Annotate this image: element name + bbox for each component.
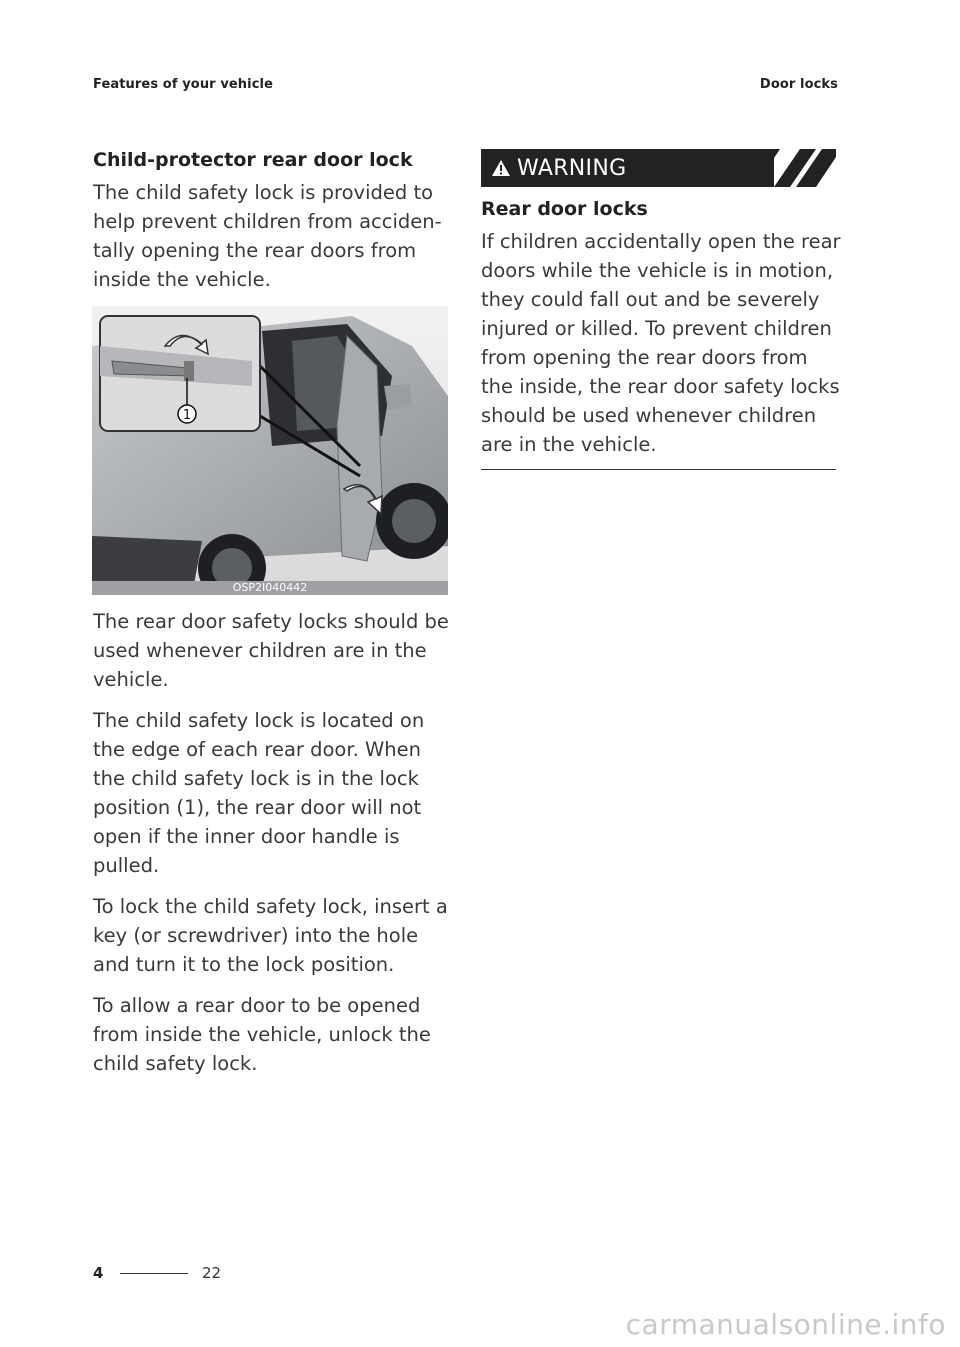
paragraph-unlock [93, 991, 451, 1078]
text-line: pulled. [93, 854, 160, 877]
text-line: the child safety lock is in the lock [93, 767, 419, 790]
text-line: The child safety lock is located on [93, 709, 425, 732]
warning-stripes-icon [774, 149, 836, 187]
intro-paragraph [93, 178, 451, 294]
text-line: To allow a rear door to be opened [93, 994, 421, 1017]
text-line: the edge of each rear door. When [93, 738, 421, 761]
text-line: The child safety lock is provided to [93, 181, 434, 204]
left-column [93, 146, 451, 1090]
text-line: should be used whenever children [481, 404, 817, 427]
chapter-number: 4 [93, 1264, 104, 1282]
page-footer [93, 1264, 221, 1282]
text-line: vehicle. [93, 668, 169, 691]
text-line: are in the vehicle. [481, 433, 657, 456]
warning-triangle-icon [481, 159, 521, 177]
running-header-section: Features of your vehicle [93, 77, 273, 92]
text-line: If children accidentally open the rear [481, 230, 841, 253]
text-line: from inside the vehicle, unlock the [93, 1023, 431, 1046]
text-line: child safety lock. [93, 1052, 258, 1075]
figure-code: OSP2I040442 [92, 581, 448, 595]
warning-title: Rear door locks [481, 198, 648, 220]
warning-label: WARNING [517, 155, 627, 181]
paragraph-usage [93, 607, 451, 694]
text-line: used whenever children are in the [93, 639, 427, 662]
text-line: injured or killed. To prevent children [481, 317, 832, 340]
text-line: doors while the vehicle is in motion, [481, 259, 834, 282]
page-number: 22 [202, 1264, 222, 1282]
text-line: they could fall out and be severely [481, 288, 820, 311]
text-line: from opening the rear doors from [481, 346, 808, 369]
text-line: To lock the child safety lock, insert a [93, 895, 448, 918]
running-header-topic: Door locks [759, 77, 838, 92]
child-lock-illustration [92, 306, 448, 595]
text-line: inside the vehicle. [93, 268, 271, 291]
text-line: open if the inner door handle is [93, 825, 400, 848]
text-line: position (1), the rear door will not [93, 796, 422, 819]
watermark: carmanualsonline.info [625, 1308, 946, 1341]
text-line: key (or screwdriver) into the hole [93, 924, 419, 947]
warning-body [481, 227, 841, 459]
car-door-drawing [92, 306, 448, 595]
warning-box [481, 149, 841, 470]
text-line: tally opening the rear doors from [93, 239, 417, 262]
text-line: help prevent children from acciden- [93, 210, 442, 233]
footer-divider [120, 1273, 188, 1274]
paragraph-location [93, 706, 451, 880]
text-line: and turn it to the lock position. [93, 953, 395, 976]
text-line: The rear door safety locks should be [93, 610, 449, 633]
warning-divider [481, 469, 836, 470]
paragraph-lock [93, 892, 451, 979]
section-title: Child-protector rear door lock [93, 149, 413, 171]
callout-number: 1 [182, 408, 192, 423]
warning-banner [481, 149, 836, 187]
text-line: the inside, the rear door safety locks [481, 375, 840, 398]
